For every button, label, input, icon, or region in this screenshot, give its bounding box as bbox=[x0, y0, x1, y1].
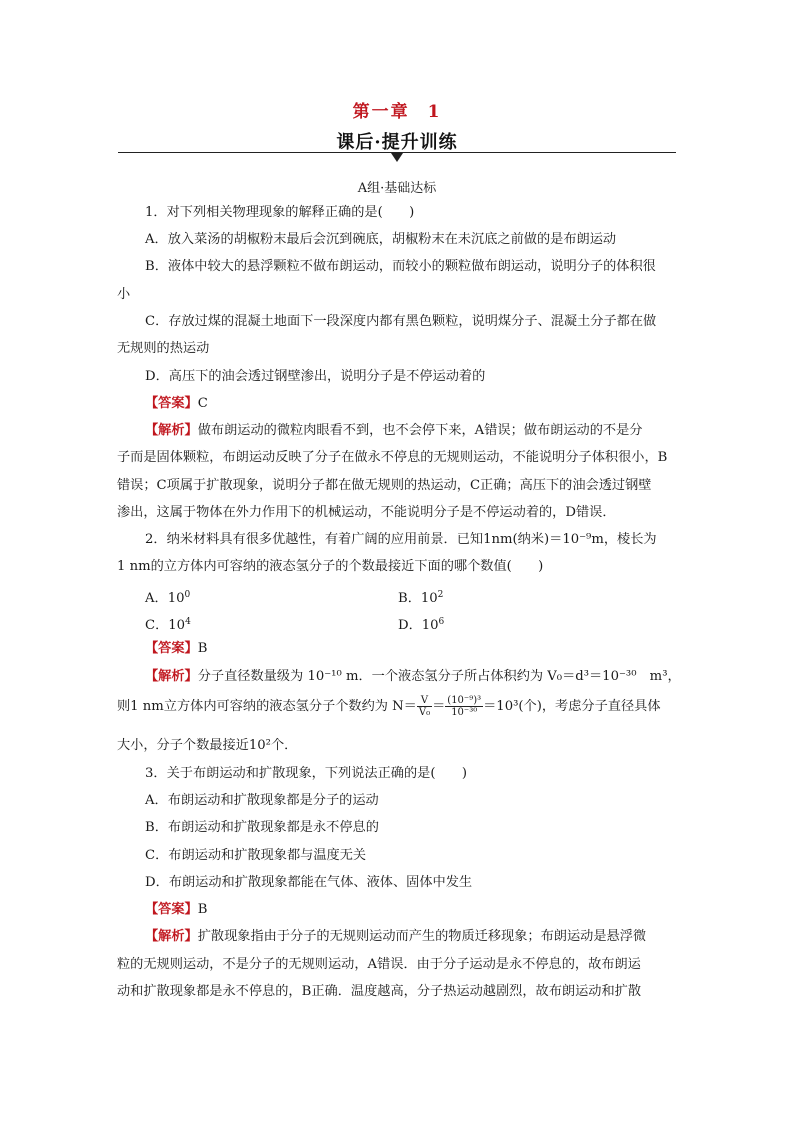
q1-option-d: D．高压下的油会透过钢壁渗出，说明分子是不停运动着的 bbox=[145, 369, 486, 384]
fraction-numerator: V bbox=[417, 695, 432, 707]
option-text: C．10 bbox=[145, 618, 186, 633]
analysis-text: 分子直径数量级为 10⁻¹⁰ m．一个液态氢分子所占体积约为 V₀＝d³＝10⁻³⁰ m³， bbox=[197, 669, 681, 684]
q2-analysis-line3: 大小，分子个数最接近10²个． bbox=[117, 738, 298, 753]
q3-analysis bbox=[145, 928, 646, 946]
q2-option-d bbox=[398, 613, 444, 635]
q1-analysis-line3: 错误；C项属于扩散现象，说明分子都在做无规则的热运动，C正确；高压下的油会透过钢壁 bbox=[117, 478, 652, 493]
fraction-numerator: (10⁻⁹)³ bbox=[447, 695, 482, 706]
q3-option-c: C．布朗运动和扩散现象都与温度无关 bbox=[145, 848, 367, 863]
q3-option-a: A．布朗运动和扩散现象都是分子的运动 bbox=[145, 793, 379, 808]
option-text: D．10 bbox=[398, 618, 439, 633]
q3-option-d: D．布朗运动和扩散现象都能在气体、液体、固体中发生 bbox=[145, 875, 473, 890]
option-exponent: 2 bbox=[437, 590, 444, 600]
answer-tag: 【答案】 bbox=[145, 396, 198, 411]
q2-analysis bbox=[145, 668, 681, 686]
q2-option-a bbox=[145, 586, 190, 608]
chapter-title: 第一章 bbox=[352, 102, 410, 122]
fraction-denominator: 10⁻³⁰ bbox=[451, 707, 478, 718]
q1-analysis bbox=[145, 422, 642, 440]
equals-sign: ＝ bbox=[432, 699, 446, 714]
q1-option-b-cont: 小 bbox=[117, 287, 131, 302]
q1-analysis-line2: 子而是固体颗粒，布朗运动反映了分子在做永不停息的无规则运动，不能说明分子体积很小，B bbox=[117, 450, 668, 465]
q3-option-b: B．布朗运动和扩散现象都是永不停息的 bbox=[145, 820, 379, 835]
q2-option-c bbox=[145, 613, 191, 635]
q2-answer bbox=[145, 640, 207, 658]
analysis-text-pre: 则1 nm立方体内可容纳的液态氢分子个数约为 N＝ bbox=[117, 699, 417, 714]
option-exponent: 0 bbox=[184, 590, 191, 600]
analysis-text: 扩散现象指由于分子的无规则运动而产生的物质迁移现象；布朗运动是悬浮微 bbox=[197, 929, 647, 944]
analysis-text-post: ＝10³(个)，考虑分子直径具体 bbox=[483, 699, 661, 714]
answer-tag: 【答案】 bbox=[145, 902, 198, 917]
q1-analysis-line4: 渗出，这属于物体在外力作用下的机械运动，不能说明分子是不停运动着的，D错误． bbox=[117, 505, 616, 520]
q1-answer bbox=[145, 395, 208, 413]
section-title: 课后·提升训练 bbox=[336, 132, 458, 153]
q3-answer bbox=[145, 901, 207, 919]
fraction-volume-ratio bbox=[445, 695, 483, 718]
analysis-text: 做布朗运动的微粒肉眼看不到，也不会停下来，A错误；做布朗运动的不是分 bbox=[197, 423, 643, 438]
q2-stem: 2．纳米材料具有很多优越性，有着广阔的应用前景．已知1nm(纳米)＝10⁻⁹m，棱长为 bbox=[145, 532, 657, 547]
analysis-tag: 【解析】 bbox=[145, 669, 198, 684]
q1-option-c-cont: 无规则的热运动 bbox=[117, 341, 210, 356]
q3-analysis-line2: 粒的无规则运动，不是分子的无规则运动，A错误．由于分子运动是永不停息的，故布朗运 bbox=[117, 957, 641, 972]
group-title: A组·基础达标 bbox=[357, 181, 437, 196]
q2-analysis-line2 bbox=[117, 694, 661, 720]
option-text: A．10 bbox=[145, 591, 185, 606]
answer-tag: 【答案】 bbox=[145, 641, 198, 656]
q1-stem: 1．对下列相关物理现象的解释正确的是( ) bbox=[145, 205, 415, 220]
option-exponent: 4 bbox=[185, 617, 191, 627]
q2-option-b bbox=[398, 586, 443, 608]
triangle-marker-icon bbox=[391, 153, 403, 162]
q1-option-c: C．存放过煤的混凝土地面下一段深度内都有黑色颗粒，说明煤分子、混凝土分子都在做 bbox=[145, 314, 657, 329]
analysis-tag: 【解析】 bbox=[145, 423, 198, 438]
fraction-v-over-v0 bbox=[417, 695, 432, 718]
answer-value: B bbox=[197, 641, 208, 656]
fraction-denominator: V₀ bbox=[418, 707, 431, 718]
q2-stem-cont: 1 nm的立方体内可容纳的液态氢分子的个数最接近下面的哪个数值( ) bbox=[117, 559, 544, 574]
q3-analysis-line3: 动和扩散现象都是永不停息的，B正确．温度越高，分子热运动越剧烈，故布朗运动和扩散 bbox=[117, 984, 641, 999]
option-text: B．10 bbox=[398, 591, 438, 606]
analysis-tag: 【解析】 bbox=[145, 929, 198, 944]
q1-option-a: A．放入菜汤的胡椒粉末最后会沉到碗底，胡椒粉末在未沉底之前做的是布朗运动 bbox=[145, 232, 617, 247]
option-exponent: 6 bbox=[438, 617, 445, 627]
q3-stem: 3．关于布朗运动和扩散现象，下列说法正确的是( ) bbox=[145, 766, 467, 781]
chapter-heading bbox=[0, 97, 794, 122]
answer-value: C bbox=[197, 396, 208, 411]
q1-option-b: B．液体中较大的悬浮颗粒不做布朗运动，而较小的颗粒做布朗运动，说明分子的体积很 bbox=[145, 259, 656, 274]
chapter-number: 1 bbox=[427, 102, 442, 122]
answer-value: B bbox=[197, 902, 208, 917]
